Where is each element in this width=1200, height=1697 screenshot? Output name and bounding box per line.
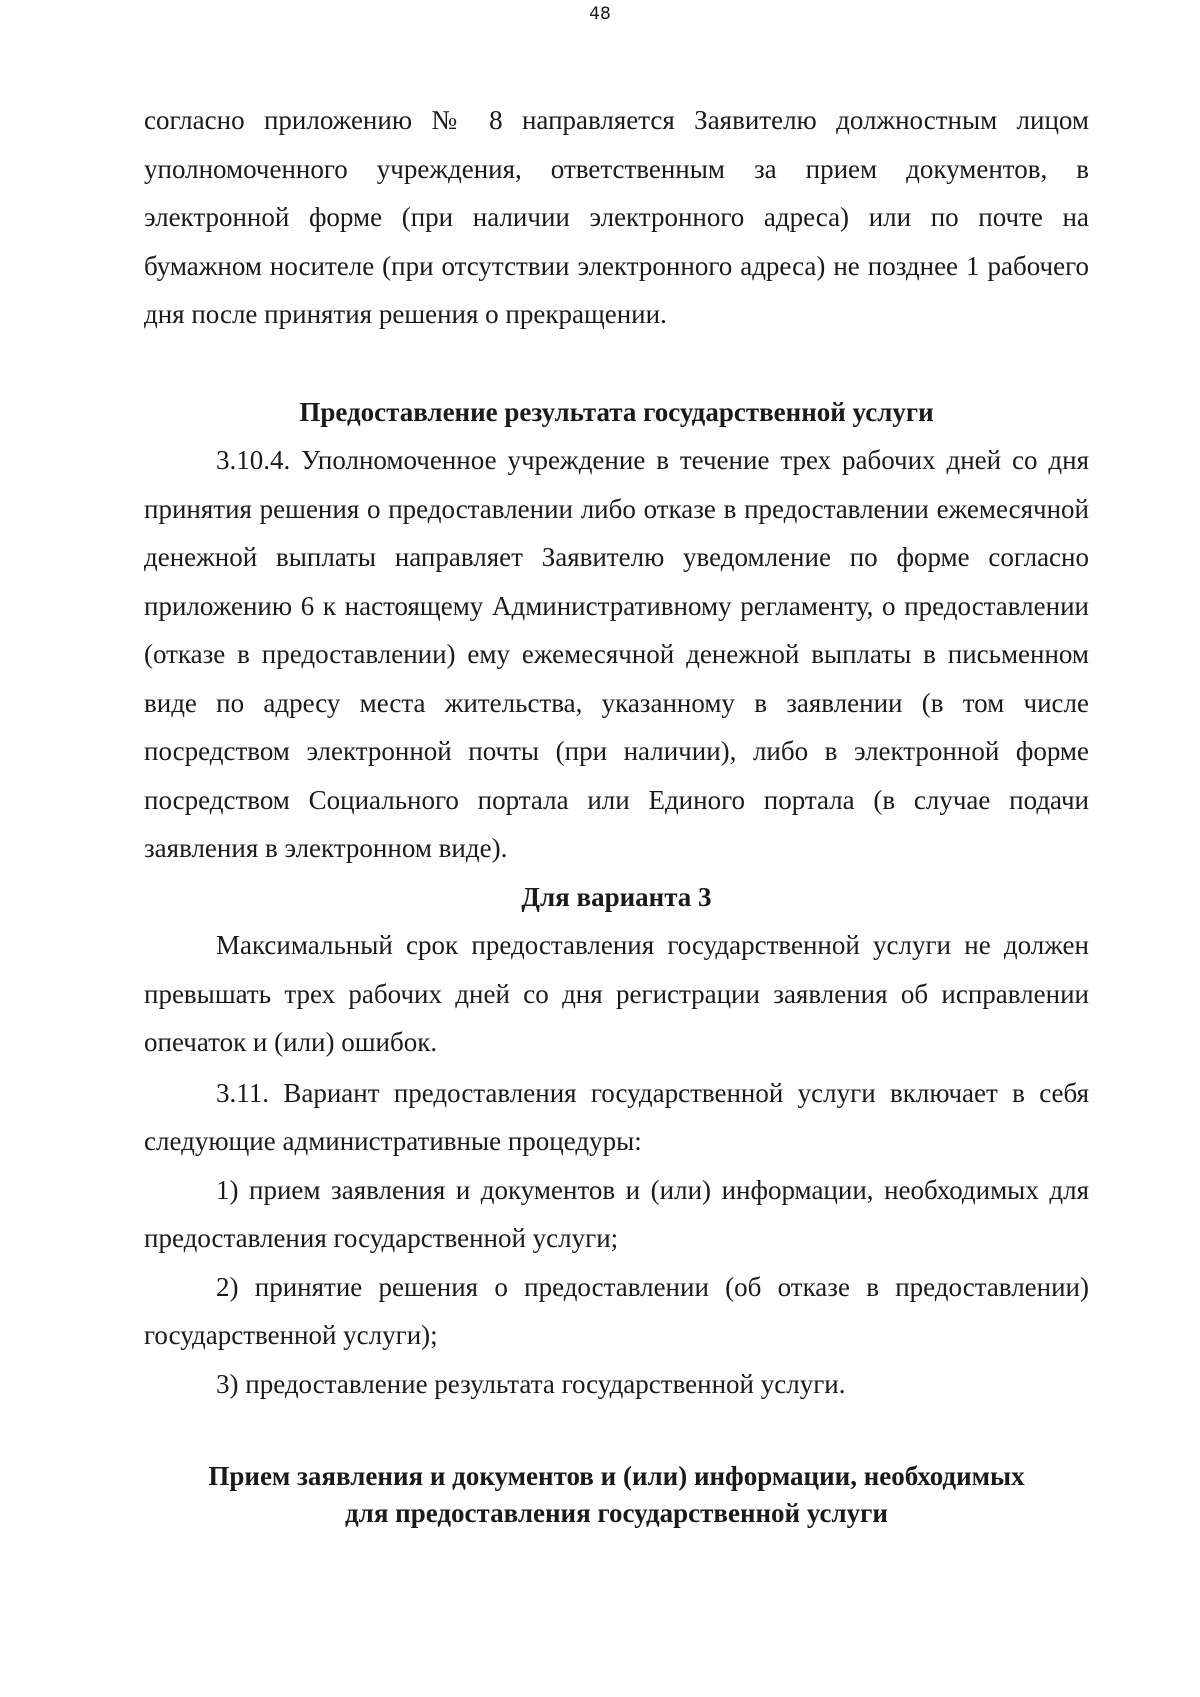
section-heading-intake [144,1458,1089,1532]
section-heading-variant-3: Для варианта 3 [521,881,712,912]
paragraph-3-10-4: 3.10.4. Уполномоченное учреждение в течение трех рабочих дней со дня принятия решения о предоставлении либо отказе в предоставлении ежемесячной денежной выплаты направляет Заявителю уведомление по форме согласно приложению 6 к настоящему Административному регламенту, о предоставлении (отказе в предоставлении) ему ежемесячной денежной выплаты в письменном виде по адресу места жительства, указанному в заявлении (в том числе посредством электронной почты (при наличии), либо в электронной форме посредством Социального портала или Единого портала (в случае подачи заявления в электронном виде). [144,445,1089,863]
document-body [144,96,1089,1532]
list-item: 2) принятие решения о предоставлении (об отказе в предоставлении) государственной услуги); [144,1271,1089,1350]
paragraph-continuation: согласно приложению № 8 направляется Заявителю должностным лицом уполномоченного учреждения, ответственным за прием документов, в электронной форме (при наличии электронного адреса) или по почте на бумажном носителе (при отсутствии электронного адреса) не позднее 1 рабочего дня после принятия решения о прекращении. [144,105,1089,329]
paragraph-max-term: Максимальный срок предоставления государственной услуги не должен превышать трех рабочих дней со дня регистрации заявления об исправлении опечаток и (или) ошибок. [144,930,1089,1057]
paragraph-3-11: 3.11. Вариант предоставления государственной услуги включает в себя следующие административные процедуры: [144,1077,1089,1156]
section-heading-result: Предоставление результата государственной услуги [299,396,934,427]
list-item: 3) предоставление результата государственной услуги. [216,1368,846,1399]
section-heading-intake-line-1: Прием заявления и документов и (или) информации, необходимых [208,1461,1025,1491]
section-heading-intake-line-2: для предоставления государственной услуги [345,1498,888,1528]
list-item: 1) прием заявления и документов и (или) информации, необходимых для предоставления государственной услуги; [144,1174,1089,1253]
page-number: 48 [589,4,611,24]
